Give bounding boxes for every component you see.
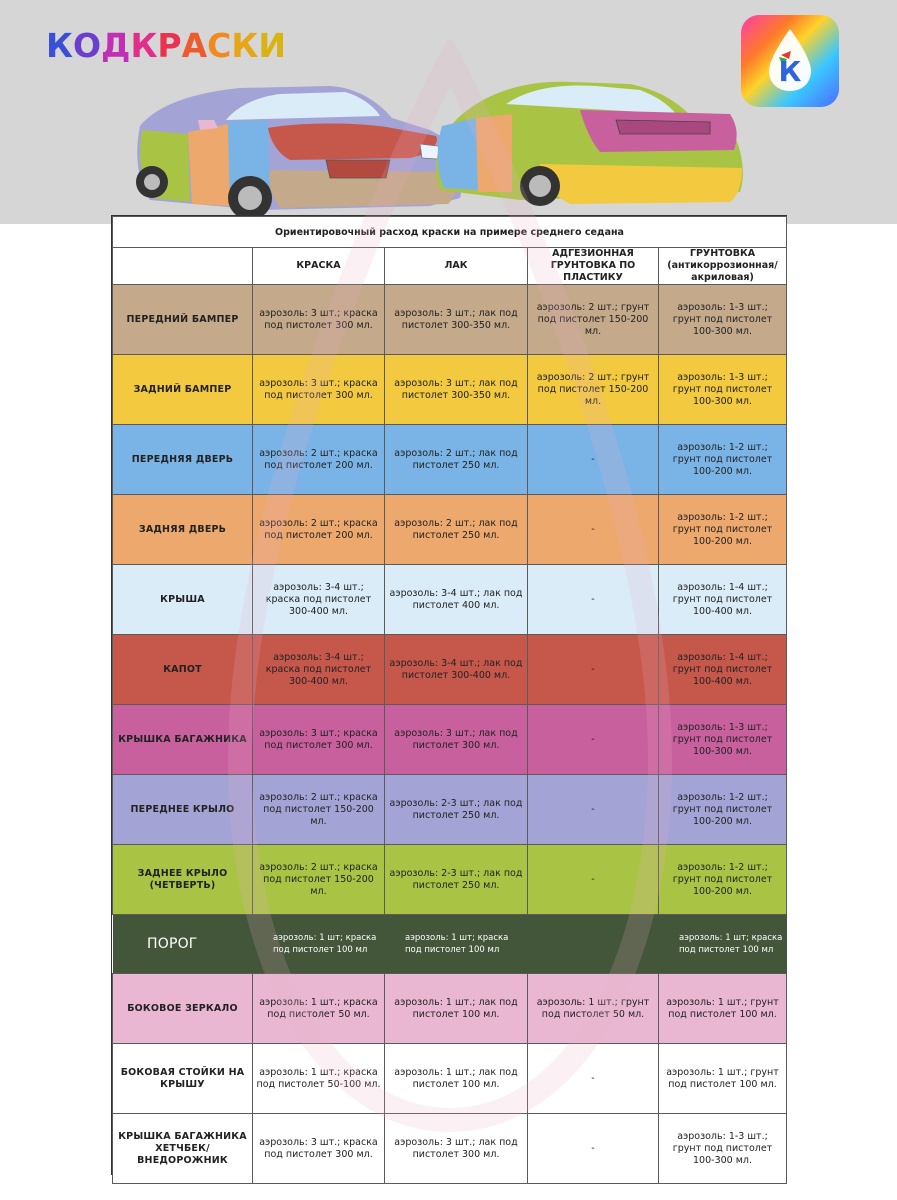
logo-letter: С xyxy=(207,26,232,65)
part-name-cell: ПОРОГ xyxy=(113,915,253,974)
lacquer-cell: аэрозоль: 1 шт.; лак под пистолет 100 мл. xyxy=(385,1044,528,1114)
logo-letter: К xyxy=(46,26,73,65)
header-adhesion-primer: АДГЕЗИОННАЯ ГРУНТОВКА ПО ПЛАСТИКУ xyxy=(528,248,659,285)
logo-letter: К xyxy=(130,26,158,65)
adhesion-cell: - xyxy=(528,495,659,565)
logo-letter: К xyxy=(231,26,259,65)
lacquer-cell: аэрозоль: 3 шт.; лак под пистолет 300-350 мл. xyxy=(385,285,528,355)
part-name-cell: ЗАДНИЙ БАМПЕР xyxy=(113,355,253,425)
part-name-cell: БОКОВОЕ ЗЕРКАЛО xyxy=(113,974,253,1044)
adhesion-cell: - xyxy=(528,1114,659,1184)
paint-cell: аэрозоль: 1 шт.; краска под пистолет 50 мл. xyxy=(253,974,385,1044)
cars-illustration xyxy=(130,74,750,234)
part-name-cell: КРЫШКА БАГАЖНИКА ХЕТЧБЕК/ВНЕДОРОЖНИК xyxy=(113,1114,253,1184)
adhesion-cell: аэрозоль: 1 шт.; грунт под пистолет 50 мл. xyxy=(528,974,659,1044)
table-row xyxy=(113,775,787,845)
kodkraski-logo[interactable] xyxy=(46,26,286,65)
logo-letter: Д xyxy=(101,26,131,65)
primer-cell: аэрозоль: 1-2 шт.; грунт под пистолет 100-200 мл. xyxy=(659,425,787,495)
primer-cell: аэрозоль: 1-3 шт.; грунт под пистолет 100-300 мл. xyxy=(659,355,787,425)
app-icon[interactable] xyxy=(741,15,839,107)
paint-drop-icon xyxy=(765,27,815,93)
lacquer-cell: аэрозоль: 3 шт.; лак под пистолет 300 мл. xyxy=(385,705,528,775)
table-row xyxy=(113,1114,787,1184)
part-name-cell: ПЕРЕДНЕЕ КРЫЛО xyxy=(113,775,253,845)
adhesion-cell: - xyxy=(528,565,659,635)
adhesion-cell: - xyxy=(528,845,659,915)
rear-car-icon xyxy=(436,82,743,206)
adhesion-cell: - xyxy=(528,705,659,775)
paint-cell: аэрозоль: 3-4 шт.; краска под пистолет 300-400 мл. xyxy=(253,565,385,635)
adhesion-cell: - xyxy=(528,1044,659,1114)
table-row xyxy=(113,285,787,355)
logo-letter: О xyxy=(72,26,102,65)
part-name-cell: ЗАДНЕЕ КРЫЛО (ЧЕТВЕРТЬ) xyxy=(113,845,253,915)
primer-cell: аэрозоль: 1-4 шт.; грунт под пистолет 100-400 мл. xyxy=(659,565,787,635)
part-name-cell: БОКОВАЯ СТОЙКИ НА КРЫШУ xyxy=(113,1044,253,1114)
lacquer-cell: аэрозоль: 1 шт; краска под пистолет 100 мл xyxy=(385,915,528,974)
primer-cell: аэрозоль: 1 шт.; грунт под пистолет 100 мл. xyxy=(659,974,787,1044)
header-lacquer: ЛАК xyxy=(385,248,528,285)
header-paint: КРАСКА xyxy=(253,248,385,285)
front-car-icon xyxy=(136,86,462,220)
part-name-cell: ПЕРЕДНИЙ БАМПЕР xyxy=(113,285,253,355)
header-primer: ГРУНТОВКА (антикоррозионная/ акриловая) xyxy=(659,248,787,285)
paint-cell: аэрозоль: 2 шт.; краска под пистолет 200 мл. xyxy=(253,495,385,565)
table-row xyxy=(113,845,787,915)
primer-cell: аэрозоль: 1-3 шт.; грунт под пистолет 100-300 мл. xyxy=(659,705,787,775)
part-name-cell: КРЫШКА БАГАЖНИКА xyxy=(113,705,253,775)
table-row xyxy=(113,1044,787,1114)
paint-cell: аэрозоль: 3 шт.; краска под пистолет 300 мл. xyxy=(253,285,385,355)
adhesion-cell: аэрозоль: 2 шт.; грунт под пистолет 150-200 мл. xyxy=(528,285,659,355)
paint-cell: аэрозоль: 3 шт.; краска под пистолет 300 мл. xyxy=(253,355,385,425)
paint-cell: аэрозоль: 3-4 шт.; краска под пистолет 300-400 мл. xyxy=(253,635,385,705)
part-name-cell: КАПОТ xyxy=(113,635,253,705)
table-row xyxy=(113,495,787,565)
logo-letter: И xyxy=(258,26,286,65)
paint-cell: аэрозоль: 3 шт.; краска под пистолет 300 мл. xyxy=(253,1114,385,1184)
primer-cell: аэрозоль: 1-2 шт.; грунт под пистолет 100-200 мл. xyxy=(659,775,787,845)
paint-consumption-table xyxy=(111,215,787,1175)
part-name-cell: ЗАДНЯЯ ДВЕРЬ xyxy=(113,495,253,565)
lacquer-cell: аэрозоль: 1 шт.; лак под пистолет 100 мл. xyxy=(385,974,528,1044)
paint-cell: аэрозоль: 2 шт.; краска под пистолет 200 мл. xyxy=(253,425,385,495)
adhesion-cell xyxy=(528,915,659,974)
table-row xyxy=(113,635,787,705)
lacquer-cell: аэрозоль: 2 шт.; лак под пистолет 250 мл. xyxy=(385,495,528,565)
lacquer-cell: аэрозоль: 3-4 шт.; лак под пистолет 400 мл. xyxy=(385,565,528,635)
paint-cell: аэрозоль: 1 шт.; краска под пистолет 50-100 мл. xyxy=(253,1044,385,1114)
table-row xyxy=(113,565,787,635)
part-name-cell: КРЫША xyxy=(113,565,253,635)
part-name-cell: ПЕРЕДНЯЯ ДВЕРЬ xyxy=(113,425,253,495)
header-part xyxy=(113,248,253,285)
table-row xyxy=(113,355,787,425)
svg-text:К: К xyxy=(778,55,802,88)
table-row xyxy=(113,705,787,775)
paint-cell: аэрозоль: 1 шт; краска под пистолет 100 мл xyxy=(253,915,385,974)
adhesion-cell: аэрозоль: 2 шт.; грунт под пистолет 150-200 мл. xyxy=(528,355,659,425)
primer-cell: аэрозоль: 1-2 шт.; грунт под пистолет 100-200 мл. xyxy=(659,845,787,915)
lacquer-cell: аэрозоль: 2 шт.; лак под пистолет 250 мл. xyxy=(385,425,528,495)
paint-cell: аэрозоль: 3 шт.; краска под пистолет 300 мл. xyxy=(253,705,385,775)
adhesion-cell: - xyxy=(528,425,659,495)
paint-cell: аэрозоль: 2 шт.; краска под пистолет 150-200 мл. xyxy=(253,775,385,845)
adhesion-cell: - xyxy=(528,775,659,845)
lacquer-cell: аэрозоль: 2-3 шт.; лак под пистолет 250 мл. xyxy=(385,845,528,915)
paint-cell: аэрозоль: 2 шт.; краска под пистолет 150-200 мл. xyxy=(253,845,385,915)
primer-cell: аэрозоль: 1-3 шт.; грунт под пистолет 100-300 мл. xyxy=(659,285,787,355)
lacquer-cell: аэрозоль: 3 шт.; лак под пистолет 300 мл. xyxy=(385,1114,528,1184)
lacquer-cell: аэрозоль: 2-3 шт.; лак под пистолет 250 мл. xyxy=(385,775,528,845)
table-row xyxy=(113,915,787,974)
table-row xyxy=(113,974,787,1044)
table-row xyxy=(113,425,787,495)
primer-cell: аэрозоль: 1-3 шт.; грунт под пистолет 100-300 мл. xyxy=(659,1114,787,1184)
lacquer-cell: аэрозоль: 3-4 шт.; лак под пистолет 300-400 мл. xyxy=(385,635,528,705)
primer-cell: аэрозоль: 1-2 шт.; грунт под пистолет 100-200 мл. xyxy=(659,495,787,565)
primer-cell: аэрозоль: 1-4 шт.; грунт под пистолет 100-400 мл. xyxy=(659,635,787,705)
logo-letter: Р xyxy=(157,26,182,65)
logo-letter: А xyxy=(181,26,208,65)
adhesion-cell: - xyxy=(528,635,659,705)
table-title: Ориентировочный расход краски на примере среднего седана xyxy=(113,217,787,248)
primer-cell: аэрозоль: 1 шт; краска под пистолет 100 мл xyxy=(659,915,787,974)
lacquer-cell: аэрозоль: 3 шт.; лак под пистолет 300-350 мл. xyxy=(385,355,528,425)
primer-cell: аэрозоль: 1 шт.; грунт под пистолет 100 мл. xyxy=(659,1044,787,1114)
